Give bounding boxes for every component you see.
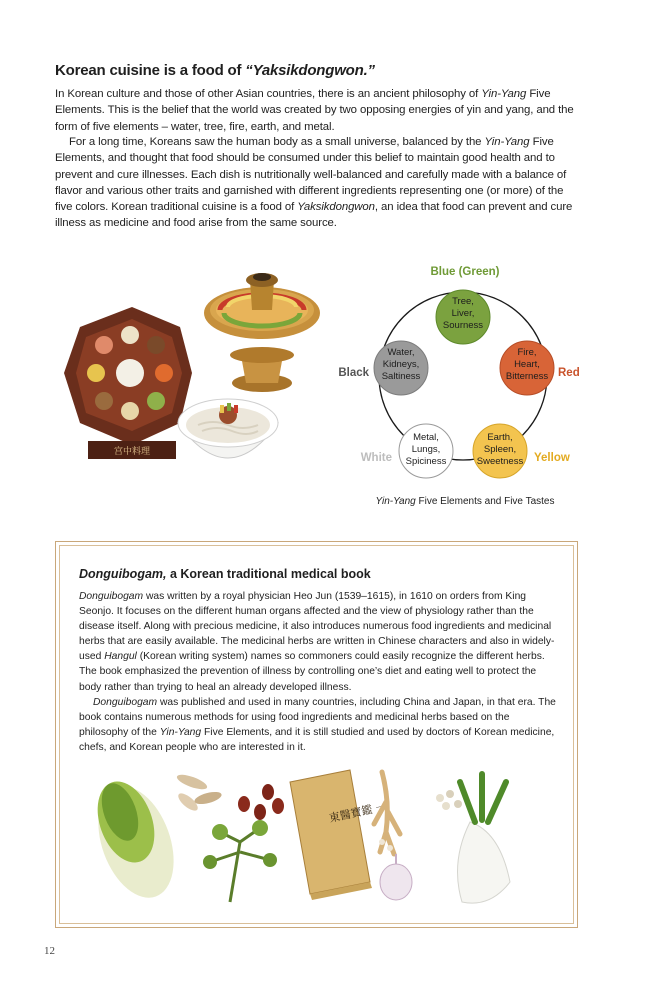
tree-line3: Sourness [442, 320, 484, 331]
donguibogam-book-image [290, 770, 388, 900]
box-paragraph-2: Donguibogam was published and used in many countries, including China and Japan, in that era. The book contains numerous methods for using food ingredients and medicinal herbs based on the philosophy of the Yin-Yang Five Elements, and it is still studied and used by doctors of Korean medicine, chefs, and Korean people who are interested in it. [79, 697, 556, 754]
intro-paragraph-2: For a long time, Koreans saw the human body as a small universe, balanced by the Yin-Yang Five Elements, and thought that food should be consumed under this belief to maintain good health and to prevent and cure illnesses. Each dish is nutritionally well-balanced and carefully made with a balance of flavor and various other traits and garnished with different ingredients representing one (or more) of the five colors. Korean traditional cuisine is a food of Yaksikdongwon, an idea that food can prevent and cure illness as medicine and food arise from the same source. [55, 136, 573, 230]
element-tree [430, 266, 499, 344]
dried-roots-image [175, 772, 223, 814]
fire-line1: Fire, [517, 347, 537, 358]
diagram-caption: Yin-Yang Five Elements and Five Tastes [375, 496, 555, 507]
herb-plant-image [203, 820, 277, 902]
cabbage-image [90, 774, 188, 908]
water-line3: Saltiness [381, 371, 421, 382]
five-elements-diagram [330, 258, 590, 493]
jujubes-image [238, 784, 284, 820]
metal-line1: Metal, [413, 432, 439, 443]
book-cover-text: 東醫寶鑑 一 [327, 800, 388, 825]
metal-color-label: White [360, 452, 392, 464]
section-heading: Korean cuisine is a food of “Yaksikdongwon.” [55, 62, 375, 79]
fire-line3: Bitterness [505, 371, 549, 382]
korean-food-illustration [52, 255, 332, 485]
tree-color-label: Blue (Green) [430, 266, 500, 278]
earth-line1: Earth, [487, 432, 513, 443]
page-number: 12 [44, 945, 55, 957]
element-earth [473, 424, 570, 478]
earth-color-label: Yellow [534, 452, 570, 464]
noodle-bowl-image [178, 399, 278, 458]
element-fire [500, 341, 580, 395]
earth-line3: Sweetness [476, 456, 524, 467]
fire-color-label: Red [558, 367, 580, 379]
garlic-image [380, 854, 412, 900]
metal-line3: Spiciness [405, 456, 447, 467]
tree-line2: Liver, [451, 308, 475, 319]
box-label: 宫中料理 [113, 447, 151, 457]
water-line2: Kidneys, [382, 359, 420, 370]
element-water [338, 341, 428, 395]
box-paragraph-1: Donguibogam was written by a royal physician Heo Jun (1539–1615), in 1610 on orders from King Seonjo. It focuses on the different human organs affected and the view of physiology rather than the disease itself. Along with precious medicine, it also introduces numerous food ingredients and medicinal herbs that are easily available. The medicinal herbs are written in Chinese characters and also in widely-used Hangul (Korean writing system) names so commoners could easily recognize the different herbs. The book emphasized the prevention of illness by controlling one’s diet and eating well to protect the body rather than trying to heal an already developed illness. [79, 591, 555, 693]
water-line1: Water, [387, 347, 415, 358]
radish-image [458, 774, 511, 903]
water-color-label: Black [338, 367, 369, 379]
tree-line1: Tree, [452, 296, 474, 307]
element-metal [361, 424, 453, 478]
fire-line2: Heart, [514, 359, 540, 370]
ginseng-image [374, 772, 400, 854]
herbs-illustration [90, 762, 560, 912]
gujeolpan-box-image [64, 307, 192, 459]
hot-pot-image [204, 273, 320, 392]
earth-line2: Spleen, [483, 444, 517, 455]
intro-paragraph-1: In Korean culture and those of other Asian countries, there is an ancient philosophy of Yin-Yang Five Elements. This is the belief that the world was created by two opposing energies of yin and yang, and the form of five elements – water, tree, fire, earth, and metal. [55, 88, 574, 133]
box-title: Donguibogam, a Korean traditional medical book [79, 567, 371, 581]
metal-line2: Lungs, [411, 444, 441, 455]
